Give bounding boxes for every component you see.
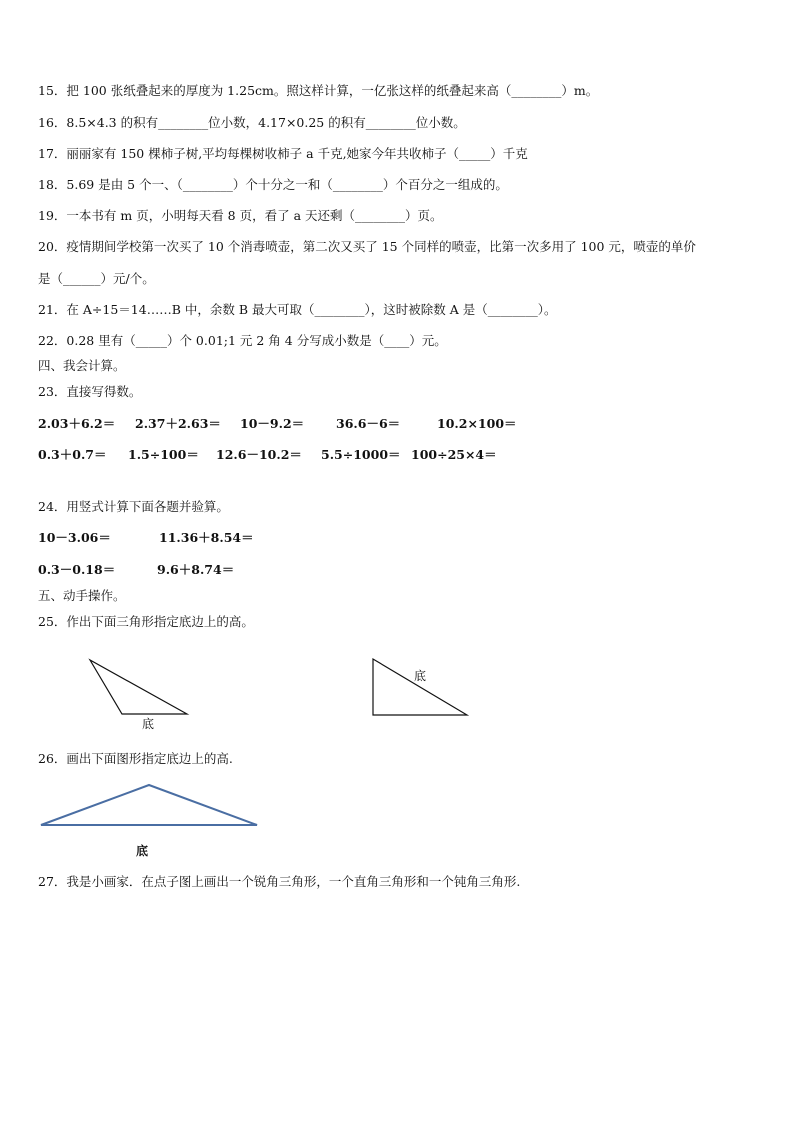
calc-item: 5.5÷1000＝ [321, 447, 401, 462]
blue-triangle [41, 785, 257, 825]
question-26: 26．画出下面图形指定底边上的高. [38, 751, 233, 766]
blue-triangle-figure [36, 780, 262, 830]
question-24: 24．用竖式计算下面各题并验算。 [38, 499, 229, 514]
question-17: 17．丽丽家有 150 棵柿子树,平均每棵树收柿子 a 千克,她家今年共收柿子（_____）千克 [38, 146, 528, 161]
calc-item: 12.6－10.2＝ [216, 447, 302, 462]
question-27: 27．我是小画家．在点子图上画出一个锐角三角形，一个直角三角形和一个钝角三角形. [38, 874, 521, 889]
obtuse-triangle-figure [85, 655, 195, 725]
calc-item: 2.03＋6.2＝ [38, 416, 116, 431]
question-16: 16．8.5×4.3 的积有________位小数，4.17×0.25 的积有________位小数。 [38, 115, 466, 130]
question-22: 22．0.28 里有（_____）个 0.01;1 元 2 角 4 分写成小数是（____）元。 [38, 333, 447, 348]
calc-item: 10－3.06＝ [38, 530, 111, 545]
question-18: 18．5.69 是由 5 个一、（________）个十分之一和（________）个百分之一组成的。 [38, 177, 508, 192]
triangle-3-base-label: 底 [136, 844, 149, 858]
triangle-2-base-label: 底 [414, 669, 427, 683]
section-5-heading: 五、动手操作。 [38, 588, 126, 603]
section-4-heading: 四、我会计算。 [38, 358, 126, 373]
question-21: 21．在 A÷15＝14……B 中，余数 B 最大可取（________），这时被除数 A 是（________）。 [38, 302, 557, 317]
calc-item: 1.5÷100＝ [128, 447, 199, 462]
question-20-line2: 是（______）元/个。 [38, 271, 155, 286]
question-25: 25．作出下面三角形指定底边上的高。 [38, 614, 254, 629]
calc-item: 100÷25×4＝ [411, 447, 497, 462]
calc-item: 0.3＋0.7＝ [38, 447, 107, 462]
question-15: 15．把 100 张纸叠起来的厚度为 1.25cm。照这样计算，一亿张这样的纸叠起来高（________）m。 [38, 83, 599, 98]
question-23: 23．直接写得数。 [38, 384, 142, 399]
calc-item: 9.6＋8.74＝ [157, 562, 235, 577]
calc-item: 2.37＋2.63＝ [135, 416, 221, 431]
triangle-1-base-label: 底 [142, 717, 155, 731]
question-20-line1: 20．疫情期间学校第一次买了 10 个消毒喷壶，第二次又买了 15 个同样的喷壶，比第一次多用了 100 元，喷壶的单价 [38, 239, 696, 254]
calc-item: 0.3－0.18＝ [38, 562, 116, 577]
calc-item: 10－9.2＝ [240, 416, 305, 431]
question-19: 19．一本书有 m 页，小明每天看 8 页，看了 a 天还剩（________）页。 [38, 208, 443, 223]
calc-item: 11.36＋8.54＝ [159, 530, 254, 545]
right-triangle [373, 659, 467, 715]
obtuse-triangle [90, 660, 187, 714]
calc-item: 10.2×100＝ [437, 416, 517, 431]
right-triangle-figure [370, 655, 475, 721]
calc-item: 36.6－6＝ [336, 416, 401, 431]
